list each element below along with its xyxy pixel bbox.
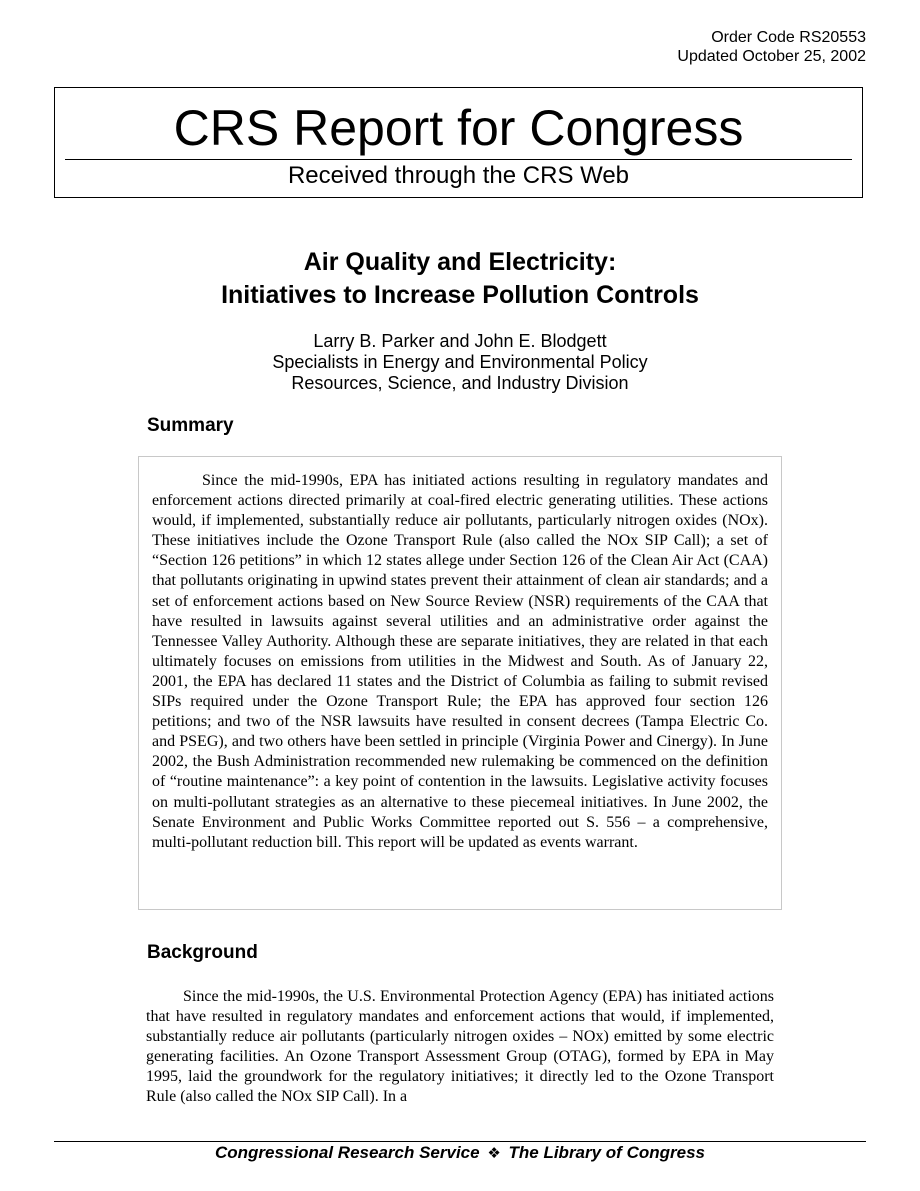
author-division: Resources, Science, and Industry Division	[291, 373, 629, 393]
footer-crs: Congressional Research Service	[215, 1143, 480, 1162]
document-title	[0, 246, 920, 312]
footer-divider	[54, 1141, 866, 1142]
document-title-line1: Air Quality and Electricity:	[303, 248, 617, 276]
header-divider	[65, 159, 852, 160]
author-role: Specialists in Energy and Environmental Policy	[272, 352, 648, 372]
author-names: Larry B. Parker and John E. Blodgett	[313, 331, 607, 351]
summary-text: Since the mid-1990s, EPA has initiated actions resulting in regulatory mandates and enforcement actions directed primarily at coal-fired electric generating utilities. These actions would, if implemented, substantially reduce air pollutants, particularly nitrogen oxides (NOx). These initiatives include the Ozone Transport Rule (also called the NOx SIP Call); a set of “Section 126 petitions” in which 12 states allege under Section 126 of the Clean Air Act (CAA) that pollutants originating in upwind states prevent their attainment of clean air standards; and a set of enforcement actions based on New Source Review (NSR) requirements of the CAA that have resulted in lawsuits against several utilities and an administrative order against the Tennessee Valley Authority. Although these are separate initiatives, they are related in that each ultimately focuses on emissions from utilities in the Midwest and South. As of January 22, 2001, the EPA has declared 11 states and the District of Columbia as failing to submit revised SIPs required under the Ozone Transport Rule; the EPA has approved four section 126 petitions; and two of the NSR lawsuits have resulted in consent decrees (Tampa Electric Co. and PSEG), and two others have been settled in principle (Virginia Power and Cinergy). In June 2002, the Bush Administration recommended new rulemaking be commenced on the definition of “routine maintenance”: a key point of contention in the lawsuits. Legislative activity focuses on multi-pollutant strategies as an alternative to these piecemeal initiatives. In June 2002, the Senate Environment and Public Works Committee reported out S. 556 – a comprehensive, multi-pollutant reduction bill. This report will be updated as events warrant.	[152, 472, 768, 851]
summary-box	[138, 456, 782, 910]
order-code: Order Code RS20553	[711, 29, 866, 46]
updated-date: Updated October 25, 2002	[677, 48, 866, 65]
report-title: CRS Report for Congress	[173, 100, 744, 156]
footer-loc: The Library of Congress	[508, 1143, 705, 1162]
report-subtitle: Received through the CRS Web	[287, 162, 630, 189]
document-title-line2: Initiatives to Increase Pollution Controls	[221, 281, 699, 309]
order-info	[677, 28, 866, 66]
background-heading: Background	[147, 942, 258, 963]
summary-heading: Summary	[147, 415, 234, 436]
background-text: Since the mid-1990s, the U.S. Environmental Protection Agency (EPA) has initiated actions that have resulted in regulatory mandates and enforcement actions that would, if implemented, substantially reduce air pollutants (particularly nitrogen oxides – NOx) emitted by some electric generating facilities. An Ozone Transport Assessment Group (OTAG), formed by EPA in May 1995, laid the groundwork for the regulatory initiatives; it directly led to the Ozone Transport Rule (also called the NOx SIP Call). In a	[146, 988, 774, 1106]
report-header-box	[54, 87, 863, 198]
diamond-separator-icon: ❖	[487, 1145, 501, 1162]
author-block	[0, 331, 920, 394]
page-footer	[0, 1143, 920, 1164]
